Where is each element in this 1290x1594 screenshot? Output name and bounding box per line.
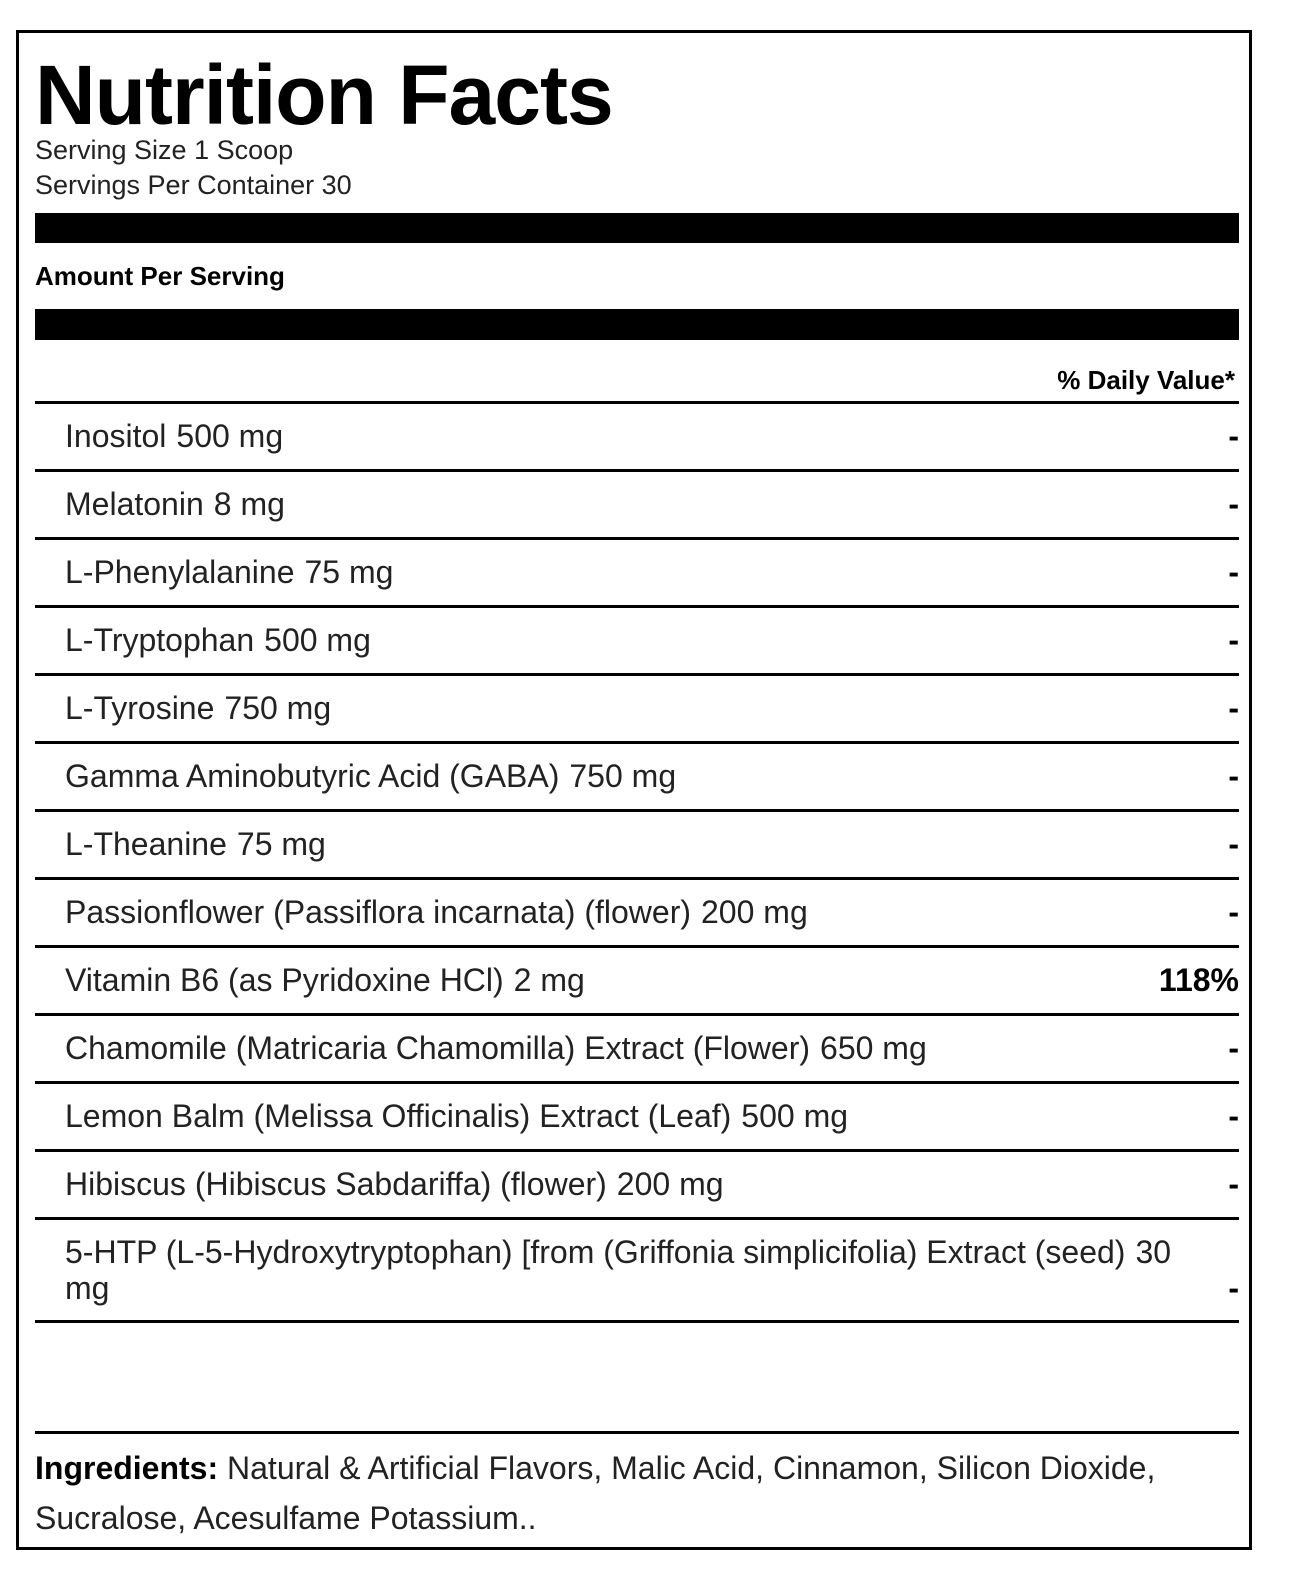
nutrient-name: Gamma Aminobutyric Acid (GABA) 750 mg: [65, 758, 677, 794]
panel-title: Nutrition Facts: [35, 48, 613, 142]
nutrient-amount: 650 mg: [820, 1030, 927, 1066]
nutrient-name: Vitamin B6 (as Pyridoxine HCl) 2 mg: [65, 962, 585, 998]
nutrient-amount: 75 mg: [236, 826, 326, 862]
nutrient-amount: 2 mg: [513, 962, 585, 998]
nutrient-row: [35, 608, 1239, 673]
serving-size: Serving Size 1 Scoop: [35, 135, 294, 165]
nutrient-amount: 500 mg: [741, 1098, 849, 1134]
nutrient-daily-value: -: [1228, 622, 1239, 658]
nutrient-row: [35, 1084, 1239, 1149]
nutrient-name: Hibiscus (Hibiscus Sabdariffa) (flower) 200 mg: [65, 1166, 724, 1202]
nutrient-amount: 500 mg: [264, 622, 371, 658]
nutrient-amount: 200 mg: [616, 1166, 724, 1202]
amount-per-serving-heading: Amount Per Serving: [35, 261, 285, 291]
nutrient-amount: 750 mg: [224, 690, 332, 726]
nutrient-daily-value: -: [1228, 554, 1239, 590]
nutrient-amount: 200 mg: [701, 894, 808, 930]
nutrient-row: [35, 404, 1239, 469]
nutrient-row: [35, 1152, 1239, 1217]
nutrient-name: L-Phenylalanine 75 mg: [65, 554, 394, 590]
nutrient-daily-value: -: [1228, 894, 1239, 930]
nutrient-daily-value: -: [1228, 1166, 1239, 1202]
nutrient-row: [35, 1016, 1239, 1081]
nutrient-row: [35, 948, 1239, 1013]
nutrient-name: Lemon Balm (Melissa Officinalis) Extract (Leaf) 500 mg: [65, 1098, 849, 1134]
nutrient-row: [35, 812, 1239, 877]
nutrient-amount: 8 mg: [213, 486, 285, 522]
nutrient-name: L-Theanine 75 mg: [65, 826, 326, 862]
nutrient-name: Inositol 500 mg: [65, 418, 284, 454]
nutrient-name: Chamomile (Matricaria Chamomilla) Extract (Flower) 650 mg: [65, 1030, 927, 1066]
ingredients-text: Natural & Artificial Flavors, Malic Acid, Cinnamon, Silicon Dioxide, Sucralose, Acesulfame Potassium..: [35, 1450, 1156, 1536]
nutrient-name: Passionflower (Passiflora incarnata) (flower) 200 mg: [65, 894, 808, 930]
daily-value-header: % Daily Value*: [1057, 365, 1235, 395]
nutrient-name: L-Tyrosine 750 mg: [65, 690, 332, 726]
nutrient-amount: 750 mg: [569, 758, 677, 794]
nutrient-row: [35, 472, 1239, 537]
nutrient-daily-value: -: [1228, 1098, 1239, 1134]
ingredients-divider: [35, 1431, 1239, 1434]
nutrient-daily-value: -: [1228, 418, 1239, 454]
nutrient-daily-value: -: [1228, 1030, 1239, 1066]
nutrition-facts-panel: [16, 30, 1252, 1550]
nutrient-row: [35, 880, 1239, 945]
nutrient-name: 5-HTP (L-5-Hydroxytryptophan) [from (Griffonia simplicifolia) Extract (seed) 30 mg: [65, 1234, 1172, 1306]
nutrient-daily-value: -: [1228, 758, 1239, 794]
ingredients-statement: [35, 1443, 1215, 1543]
nutrient-amount: 30 mg: [65, 1234, 1172, 1306]
nutrient-name: Melatonin 8 mg: [65, 486, 285, 522]
nutrient-daily-value: -: [1228, 486, 1239, 522]
servings-per-container: Servings Per Container 30: [35, 170, 352, 200]
nutrient-name: L-Tryptophan 500 mg: [65, 622, 371, 658]
nutrient-row: [35, 676, 1239, 741]
nutrient-daily-value: -: [1228, 1270, 1239, 1306]
ingredients-label: Ingredients:: [35, 1450, 219, 1486]
thick-divider-bottom: [35, 309, 1239, 340]
nutrient-daily-value: 118%: [1158, 962, 1239, 998]
nutrient-amount: 500 mg: [176, 418, 284, 454]
nutrient-row: [35, 540, 1239, 605]
row-divider: [35, 1320, 1239, 1323]
nutrient-daily-value: -: [1228, 826, 1239, 862]
nutrient-amount: 75 mg: [304, 554, 394, 590]
thick-divider-top: [35, 213, 1239, 243]
nutrient-daily-value: -: [1228, 690, 1239, 726]
nutrient-row: [35, 1220, 1239, 1320]
nutrient-row: [35, 744, 1239, 809]
